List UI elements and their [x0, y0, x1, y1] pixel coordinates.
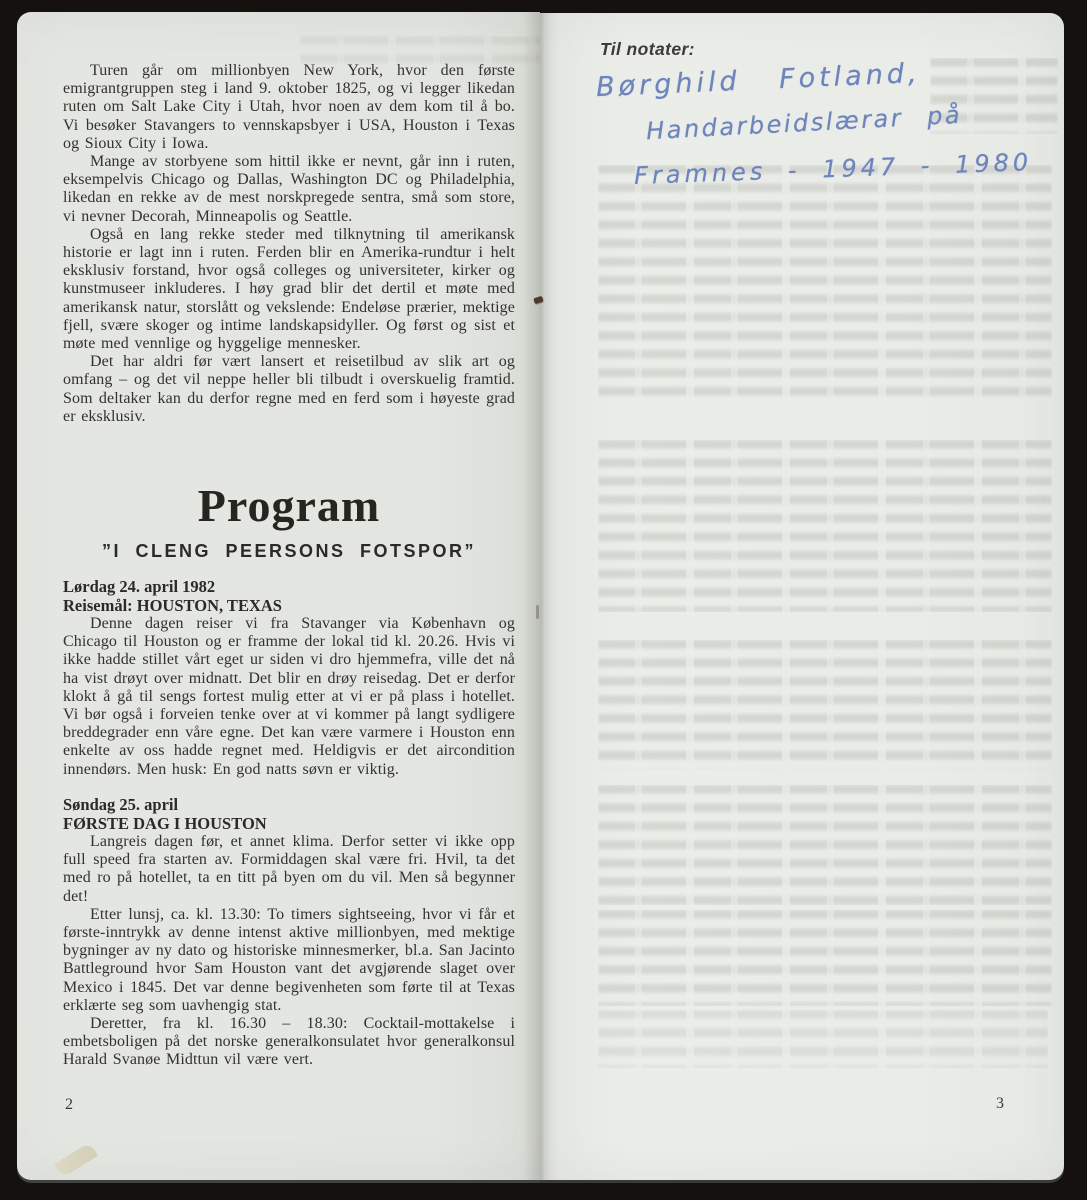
intro-text-block — [63, 62, 515, 426]
day1-date: Lørdag 24. april 1982 — [63, 577, 216, 596]
bleedthrough-ghost — [598, 1010, 1048, 1068]
staple-mark — [536, 605, 539, 619]
right-page — [540, 13, 1064, 1180]
bleedthrough-ghost — [598, 440, 1052, 612]
day2-date: Søndag 25. april — [63, 795, 179, 814]
day1-destination: Reisemål: HOUSTON, TEXAS — [63, 596, 282, 615]
notes-label: Til notater: — [600, 39, 695, 59]
day1-paragraph: Denne dagen reiser vi fra Stavanger via København og Chicago til Houston og er framme der lokal tid kl. 20.26. Hvis vi ikke hadde stillet vårt eget ur siden vi dro hjemmefra, ville det nå ha vist drøyt over midnatt. Det blir en drøy reisedag. Det er derfor klokt å gå til sengs fortest mulig etter at vi er på plass i hotellet. Vi bør også i forveien tenke over at vi kommer på langt sydligere breddegrader enn våre egne. Det kan være varmere i Houston enn enkelte av oss hadde regnet med. Heldigvis er det aircondition innendørs. Men husk: En god natts søvn er viktig. — [63, 615, 515, 778]
day2-paragraph: Langreis dagen før, et annet klima. Derfor setter vi ikke opp full speed fra starten av. Formiddagen skal være fri. Hvil, ta det med ro på hotellet, ta en titt på byen om du vil. Men så begynner det! — [63, 833, 515, 905]
bleedthrough-ghost — [598, 640, 1052, 770]
page-number-left: 2 — [65, 1096, 73, 1113]
intro-paragraph: Mange av storbyene som hittil ikke er nevnt, går inn i ruten, eksempelvis Chicago og Dallas, Washington DC og Philadelphia, likedan en rekke av de mest norskpregede sentra, små som store, vi nevner Decorah, Minneapolis og Seattle. — [63, 153, 515, 225]
bleedthrough-ghost — [598, 910, 1052, 1006]
day2-heading — [63, 795, 515, 833]
day2-paragraph: Etter lunsj, ca. kl. 13.30: To timers sightseeing, hvor vi får et første-inntrykk av denne intenst aktive millionbyen, med mektige bygninger av ny dato og historiske minnesmerker, bl.a. San Jacinto Battleground hvor Sam Houston vant det avgjørende slaget over Mexico i 1845. Det var denne begivenheten som førte til at Texas erklærte seg som uavhengig stat. — [63, 905, 515, 1014]
left-page — [17, 12, 540, 1180]
handwriting-line: Handarbeidslærar på — [645, 100, 963, 146]
day2-paragraph: Deretter, fra kl. 16.30 – 18.30: Cocktail-mottakelse i embetsboligen på det norske generalkonsulatet hvor generalkonsul Harald Svanøe Midttun vil være vert. — [63, 1015, 515, 1069]
day2-text-block — [63, 833, 515, 1070]
bleedthrough-ghost — [598, 165, 1052, 405]
intro-paragraph: Det har aldri før vært lansert et reisetilbud av slik art og omfang – og det vil neppe heller bli tilbudt i overskuelig framtid. Som deltaker kan du derfor regne med en ferd som i høyeste grad er eksklusiv. — [63, 353, 515, 425]
day2-destination: FØRSTE DAG I HOUSTON — [63, 814, 267, 833]
intro-paragraph: Turen går om millionbyen New York, hvor den første emigrantgruppen steg i land 9. oktober 1825, og vi legger likedan ruten om Salt Lake City i Utah, hvor noen av dem kom til å bo. Vi besøker Stavangers to vennskapsbyer i USA, Houston i Texas og Sioux City i Iowa. — [63, 62, 515, 152]
day1-text-block — [63, 615, 515, 779]
handwriting-line: Framnes - 1947 - 1980 — [633, 148, 1033, 190]
handwriting-line: Børghild Fotland, — [595, 57, 922, 104]
bleedthrough-ghost — [598, 785, 1052, 905]
program-subtitle: ”I CLENG PEERSONS FOTSPOR” — [101, 541, 477, 561]
program-title: Program — [197, 480, 381, 531]
intro-paragraph: Også en lang rekke steder med tilknytning til amerikansk historie er lagt inn i ruten. Ferden blir en Amerika-rundtur i helt eksklusiv forstand, hvor også colleges og universiteter, kirker og kunstmuseer inkluderes. I høy grad blir det dertil et møte med amerikansk natur, storslått og vekslende: Endeløse prærier, mektige fjell, svære skoger og intime landskapsidyller. Og først og sist et møte med vennlige og hyggelige mennesker. — [63, 225, 515, 353]
day1-heading — [63, 577, 515, 615]
page-number-right: 3 — [996, 1095, 1004, 1112]
